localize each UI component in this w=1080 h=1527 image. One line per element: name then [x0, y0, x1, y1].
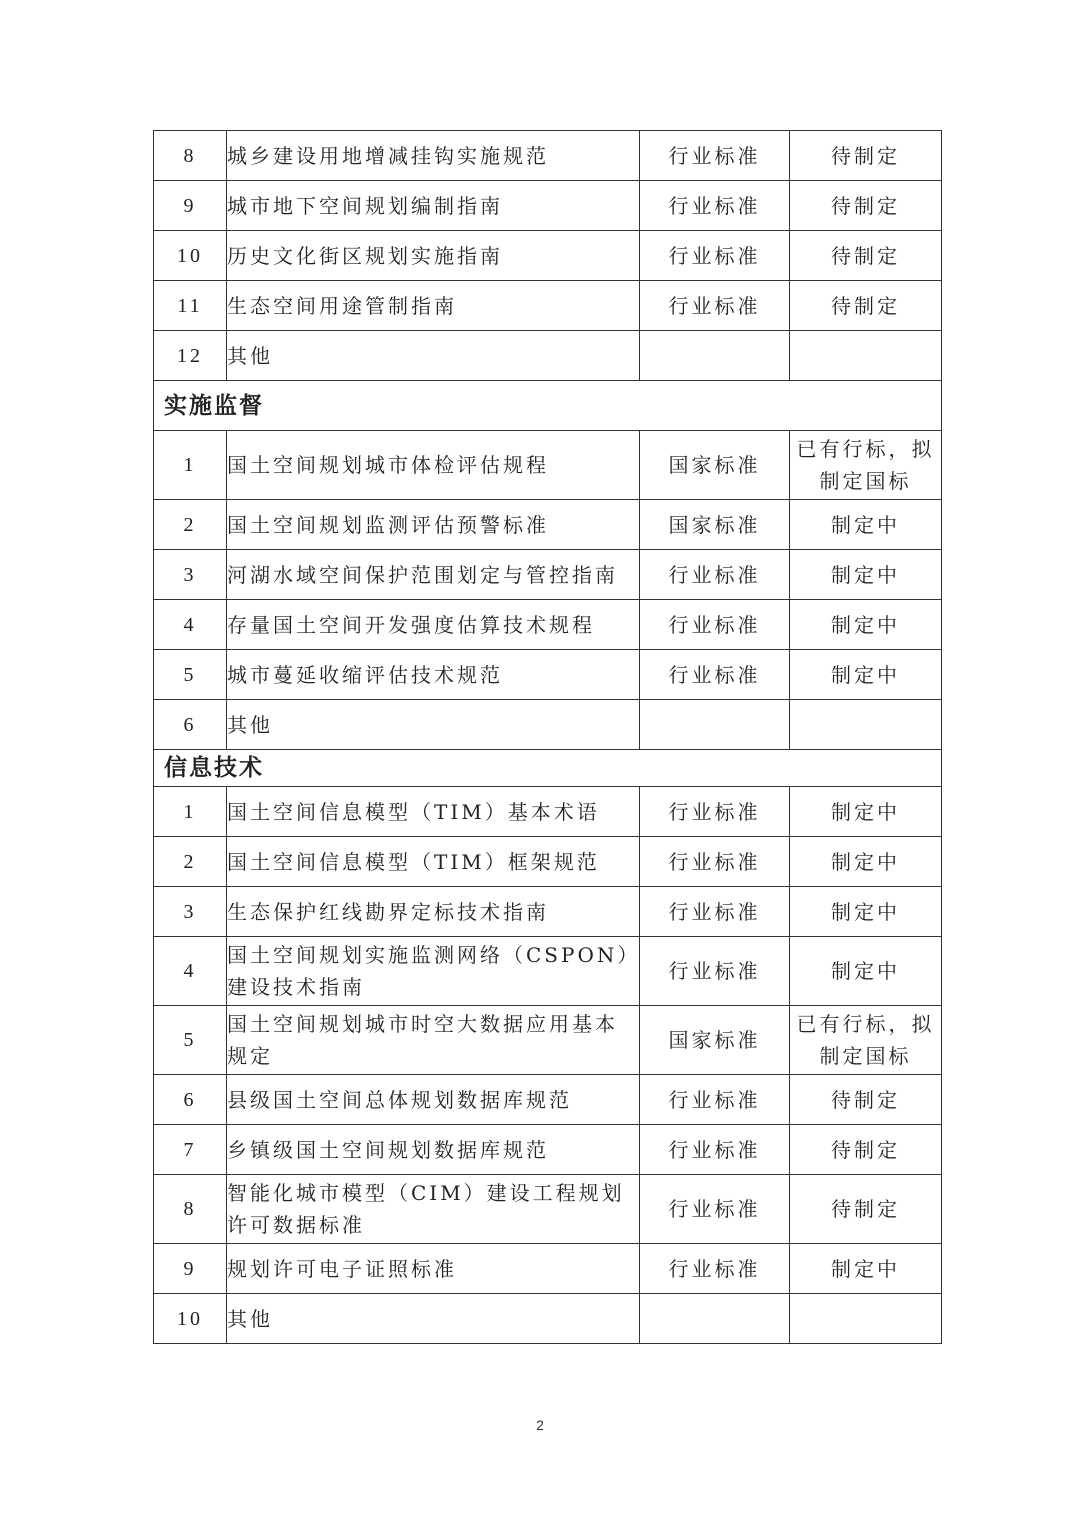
- table-row: [154, 550, 942, 600]
- row-number: 3: [154, 887, 227, 937]
- standard-name: 其他: [227, 700, 640, 750]
- table-row: [154, 131, 942, 181]
- table-row: [154, 837, 942, 887]
- table-row: [154, 181, 942, 231]
- standard-level: 行业标准: [640, 281, 790, 331]
- table-row: [154, 1294, 942, 1344]
- standard-level: [640, 331, 790, 381]
- standard-level: 国家标准: [640, 1006, 790, 1075]
- standard-level: 行业标准: [640, 837, 790, 887]
- standard-level: 行业标准: [640, 550, 790, 600]
- table-row: [154, 231, 942, 281]
- standard-name: 城市地下空间规划编制指南: [227, 181, 640, 231]
- row-number: 4: [154, 600, 227, 650]
- table-row: [154, 787, 942, 837]
- table-row: [154, 887, 942, 937]
- standard-status: 已有行标，拟制定国标: [790, 431, 942, 500]
- row-number: 5: [154, 1006, 227, 1075]
- standard-level: 行业标准: [640, 1175, 790, 1244]
- standard-level: 行业标准: [640, 1125, 790, 1175]
- row-number: 3: [154, 550, 227, 600]
- standard-name: 国土空间规划城市体检评估规程: [227, 431, 640, 500]
- standard-level: 行业标准: [640, 787, 790, 837]
- section-header-row: [154, 750, 942, 787]
- row-number: 8: [154, 131, 227, 181]
- standard-level: 行业标准: [640, 600, 790, 650]
- standard-name: 国土空间规划监测评估预警标准: [227, 500, 640, 550]
- table-row: [154, 1075, 942, 1125]
- row-number: 6: [154, 700, 227, 750]
- row-number: 7: [154, 1125, 227, 1175]
- standard-status: 待制定: [790, 231, 942, 281]
- standard-level: [640, 1294, 790, 1344]
- row-number: 1: [154, 787, 227, 837]
- standard-status: 待制定: [790, 281, 942, 331]
- row-number: 5: [154, 650, 227, 700]
- standard-level: [640, 700, 790, 750]
- standard-level: 国家标准: [640, 500, 790, 550]
- standard-status: 制定中: [790, 600, 942, 650]
- standard-name: 国土空间规划城市时空大数据应用基本规定: [227, 1006, 640, 1075]
- standard-name: 规划许可电子证照标准: [227, 1244, 640, 1294]
- standard-status: 待制定: [790, 131, 942, 181]
- row-number: 1: [154, 431, 227, 500]
- standard-level: 国家标准: [640, 431, 790, 500]
- standard-status: 待制定: [790, 181, 942, 231]
- table-row: [154, 500, 942, 550]
- standards-table: [153, 130, 942, 1344]
- table-row: [154, 937, 942, 1006]
- standard-level: 行业标准: [640, 937, 790, 1006]
- standard-status: [790, 700, 942, 750]
- standard-name: 国土空间规划实施监测网络（CSPON）建设技术指南: [227, 937, 640, 1006]
- table-row: [154, 431, 942, 500]
- standard-status: [790, 1294, 942, 1344]
- standard-status: 制定中: [790, 650, 942, 700]
- row-number: 2: [154, 837, 227, 887]
- standard-status: 制定中: [790, 937, 942, 1006]
- standard-status: 制定中: [790, 500, 942, 550]
- table-row: [154, 281, 942, 331]
- standard-name: 生态保护红线勘界定标技术指南: [227, 887, 640, 937]
- standard-level: 行业标准: [640, 231, 790, 281]
- standard-status: 待制定: [790, 1125, 942, 1175]
- row-number: 12: [154, 331, 227, 381]
- row-number: 2: [154, 500, 227, 550]
- standard-name: 河湖水域空间保护范围划定与管控指南: [227, 550, 640, 600]
- table-row: [154, 331, 942, 381]
- row-number: 6: [154, 1075, 227, 1125]
- table-row: [154, 650, 942, 700]
- table-row: [154, 1006, 942, 1075]
- standard-level: 行业标准: [640, 181, 790, 231]
- standard-name: 生态空间用途管制指南: [227, 281, 640, 331]
- standard-level: 行业标准: [640, 650, 790, 700]
- standard-level: 行业标准: [640, 1244, 790, 1294]
- table-row: [154, 1125, 942, 1175]
- standard-status: 已有行标，拟制定国标: [790, 1006, 942, 1075]
- table-row: [154, 1175, 942, 1244]
- row-number: 10: [154, 231, 227, 281]
- standard-name: 城市蔓延收缩评估技术规范: [227, 650, 640, 700]
- standard-status: 制定中: [790, 837, 942, 887]
- standard-name: 国土空间信息模型（TIM）框架规范: [227, 837, 640, 887]
- standard-status: 制定中: [790, 787, 942, 837]
- row-number: 4: [154, 937, 227, 1006]
- section-header-row: [154, 381, 942, 431]
- standard-status: 制定中: [790, 1244, 942, 1294]
- standard-name: 县级国土空间总体规划数据库规范: [227, 1075, 640, 1125]
- table-row: [154, 1244, 942, 1294]
- table-row: [154, 700, 942, 750]
- standard-name: 历史文化街区规划实施指南: [227, 231, 640, 281]
- standard-name: 国土空间信息模型（TIM）基本术语: [227, 787, 640, 837]
- standard-status: 制定中: [790, 887, 942, 937]
- row-number: 8: [154, 1175, 227, 1244]
- standard-name: 其他: [227, 331, 640, 381]
- standard-status: 待制定: [790, 1175, 942, 1244]
- standard-name: 乡镇级国土空间规划数据库规范: [227, 1125, 640, 1175]
- standard-level: 行业标准: [640, 887, 790, 937]
- standard-status: [790, 331, 942, 381]
- standard-name: 其他: [227, 1294, 640, 1344]
- standard-level: 行业标准: [640, 131, 790, 181]
- section-title: 信息技术: [154, 750, 942, 787]
- standard-status: 制定中: [790, 550, 942, 600]
- standard-status: 待制定: [790, 1075, 942, 1125]
- row-number: 11: [154, 281, 227, 331]
- row-number: 10: [154, 1294, 227, 1344]
- standard-name: 存量国土空间开发强度估算技术规程: [227, 600, 640, 650]
- table-row: [154, 600, 942, 650]
- standard-name: 城乡建设用地增减挂钩实施规范: [227, 131, 640, 181]
- row-number: 9: [154, 1244, 227, 1294]
- row-number: 9: [154, 181, 227, 231]
- page-number: 2: [536, 1417, 544, 1433]
- standard-level: 行业标准: [640, 1075, 790, 1125]
- section-title: 实施监督: [154, 381, 942, 431]
- standard-name: 智能化城市模型（CIM）建设工程规划许可数据标准: [227, 1175, 640, 1244]
